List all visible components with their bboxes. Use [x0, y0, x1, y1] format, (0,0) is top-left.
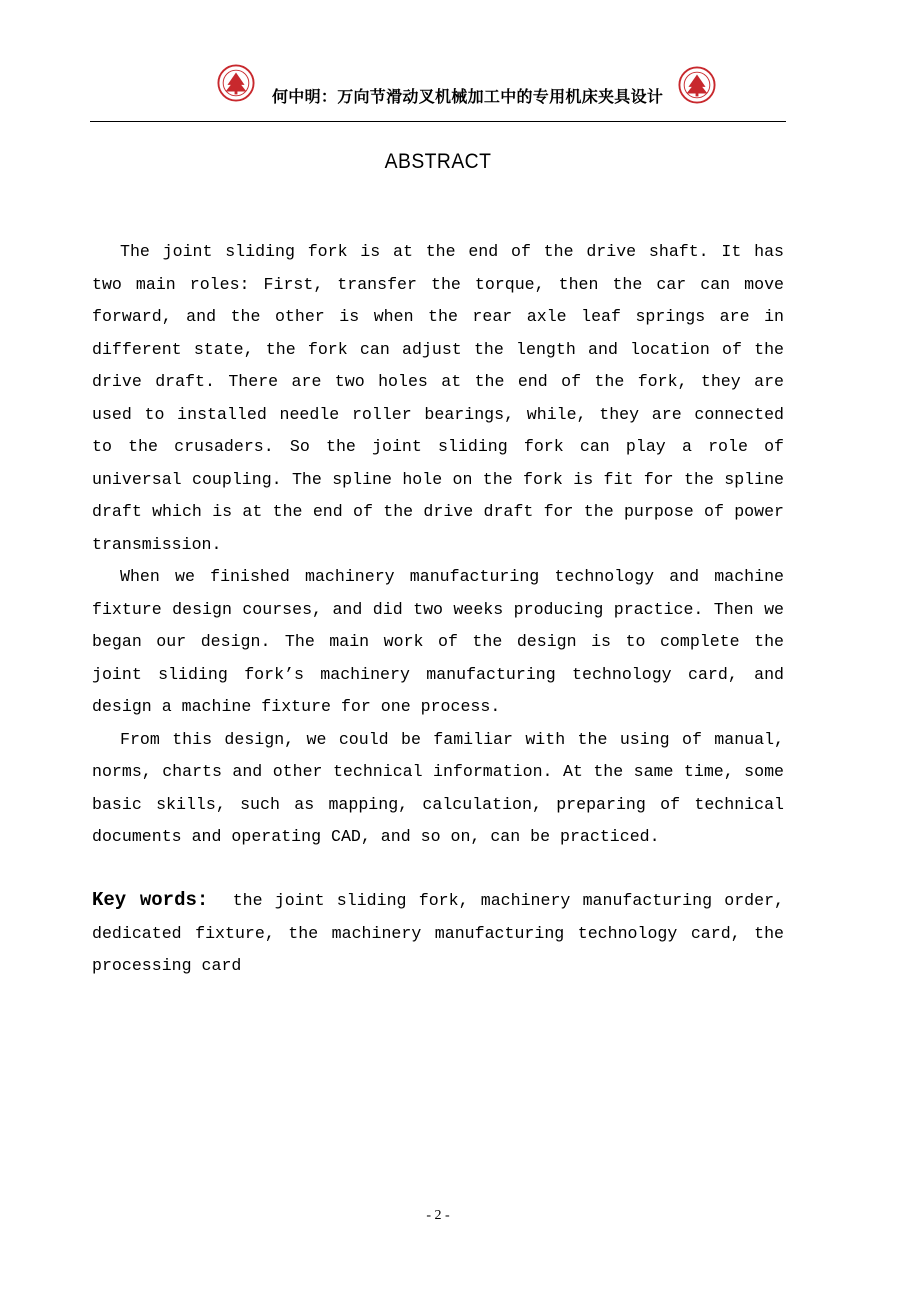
abstract-paragraph: When we finished machinery manufacturing technology and machine fixture design courses, and did two weeks producing practice. Then we began our design. The main work of the design is to complete the joint sliding fork’s machinery manufacturing technology card, and design a machine fixture for one process. — [92, 567, 784, 716]
keywords-block — [92, 884, 784, 983]
abstract-body — [92, 236, 784, 854]
keywords-text: the joint sliding fork, machinery manufacturing order, dedicated fixture, the machinery manufacturing technology card, the processing card — [92, 891, 784, 975]
page-number: - 2 - — [426, 1208, 450, 1223]
university-seal-icon — [217, 64, 255, 102]
running-header-title: 何中明：万向节滑动叉机械加工中的专用机床夹具设计 — [272, 87, 664, 106]
abstract-paragraph: From this design, we could be familiar with the using of manual, norms, charts and other technical information. At the same time, some basic skills, such as mapping, calculation, preparing of technical documents and operating CAD, and so on, can be practiced. — [92, 729, 784, 846]
abstract-paragraph: The joint sliding fork is at the end of the drive shaft. It has two main roles: First, transfer the torque, then the car can move forward, and the other is when the rear axle leaf springs are in different state, the fork can adjust the length and location of the drive draft. There are two holes at the end of the fork, they are used to installed needle roller bearings, while, they are connected to the crusaders. So the joint sliding fork can play a role of universal coupling. The spline hole on the fork is fit for the spline draft which is at the end of the drive draft for the purpose of power transmission. — [92, 242, 784, 554]
header-divider — [90, 121, 786, 122]
university-seal-icon — [678, 66, 716, 104]
abstract-heading: ABSTRACT — [384, 150, 492, 173]
keywords-label: Key words: — [92, 889, 209, 911]
